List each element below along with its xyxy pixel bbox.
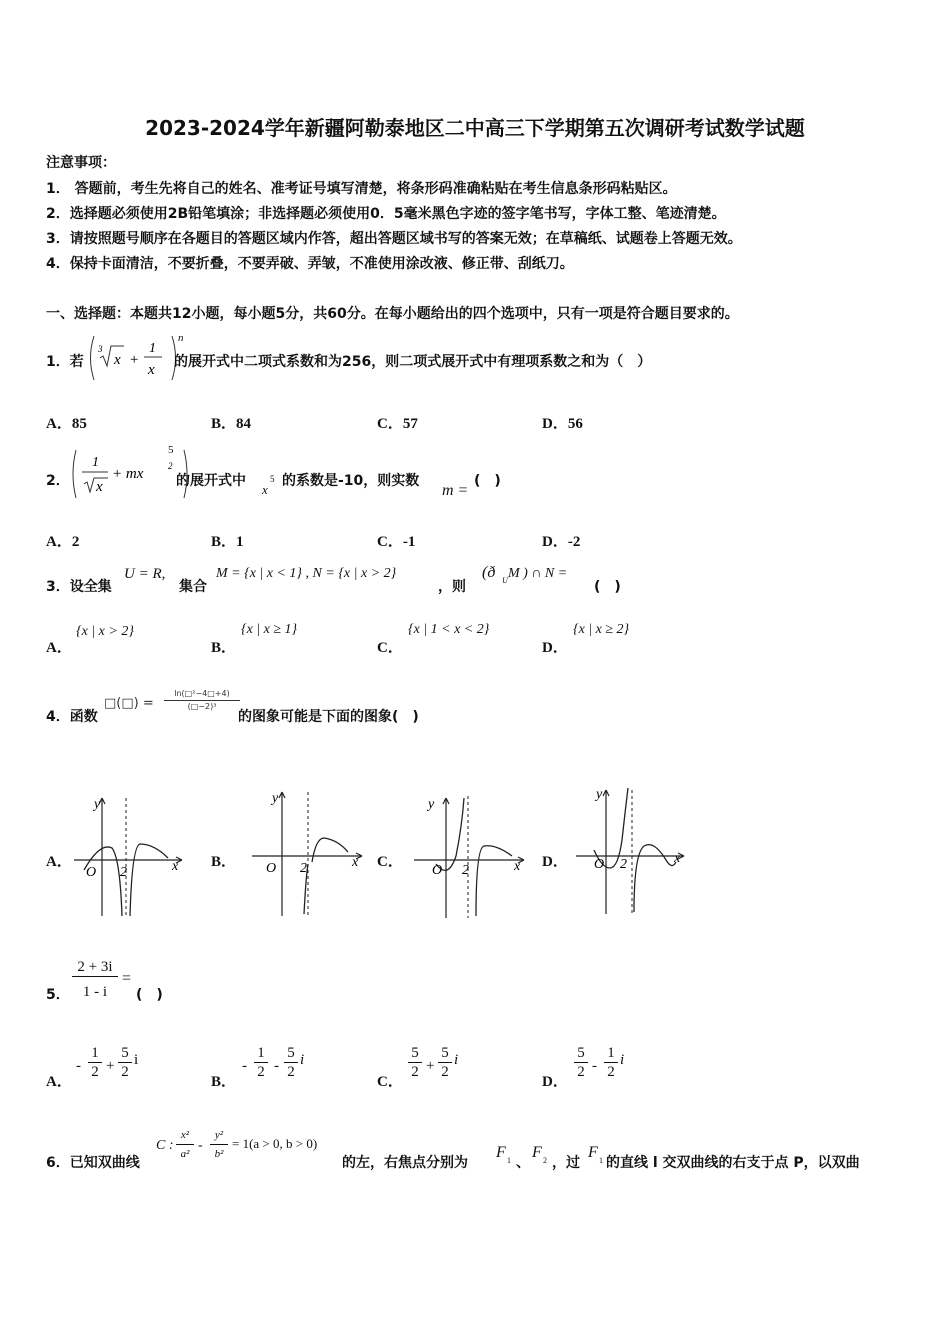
question-text: 的展开式中: [176, 473, 246, 489]
frac-num: ln(□²−4□+4): [164, 688, 240, 701]
x-term: $\frac{\text{x²}}{\text{a²}}$: [176, 1126, 194, 1163]
axis-y-label: y: [94, 797, 101, 812]
notice-item: 1． 答题前，考生先将自己的姓名、准考证号填写清楚，将条形码准确粘贴在考生信息条形码粘贴区。: [46, 181, 677, 197]
graph-option-d[interactable]: [572, 784, 692, 924]
q1-expression: [86, 332, 176, 384]
x-exponent: 5: [270, 474, 275, 484]
option-a-label[interactable]: A．: [46, 1074, 72, 1090]
origin-label: O: [432, 863, 443, 878]
option-d[interactable]: D．-2: [542, 534, 581, 550]
focus-f1-again: F: [588, 1144, 598, 1161]
graph-option-a[interactable]: [70, 786, 190, 926]
option-c-label[interactable]: C．: [377, 1074, 403, 1090]
option-d-label[interactable]: D．: [542, 854, 568, 870]
set-definitions: M = {x | x < 1} , N = {x | x > 2}: [216, 566, 397, 581]
frac-num: 1: [92, 455, 99, 470]
tick-label-2: 2: [120, 865, 127, 880]
frac-den: (□−2)³: [187, 702, 217, 711]
option-b-label[interactable]: B．: [211, 640, 237, 656]
axis-x-label: x: [352, 855, 359, 870]
notice-item: 3．请按照题号顺序在各题目的答题区域内作答，超出答题区域书写的答案无效；在草稿纸、试题卷上答题无效。: [46, 231, 742, 247]
q5-fraction: [72, 958, 118, 1001]
question-number: 6．已知双曲线: [46, 1155, 140, 1171]
option-b[interactable]: B．84: [211, 416, 252, 432]
notice-item: 2．选择题必须使用2B铅笔填涂；非选择题必须使用0．5毫米黑色字迹的签字笔书写，字体工整、笔迹清楚。: [46, 206, 726, 222]
question-number: 1．若: [46, 354, 84, 370]
origin-label: O: [594, 857, 605, 872]
frac-num: 2 + 3i: [72, 958, 118, 977]
tick-label-2: 2: [620, 857, 627, 872]
option-d[interactable]: D．56: [542, 416, 583, 432]
root-index: 3: [98, 344, 103, 354]
notice-heading: 注意事项：: [46, 155, 116, 171]
term-exponent: 2: [168, 461, 173, 471]
complement-sub: U: [502, 576, 508, 585]
option-c[interactable]: C．-1: [377, 534, 416, 550]
option-d-value[interactable]: {x | x ≥ 2}: [573, 622, 630, 637]
question-number: 4．函数: [46, 709, 98, 725]
curve-name: C :: [156, 1138, 174, 1153]
question-paren: ( ): [136, 987, 163, 1003]
question-text: ，过: [552, 1155, 580, 1171]
option-a-label[interactable]: A．: [46, 640, 72, 656]
universal-set: U = R,: [124, 566, 166, 582]
option-a-label[interactable]: A．: [46, 854, 72, 870]
condition: = 1(a > 0, b > 0): [232, 1136, 318, 1151]
graph-option-c[interactable]: [408, 786, 528, 926]
origin-label: O: [86, 865, 97, 880]
question-text: 集合: [179, 579, 207, 595]
equals-sign: =: [122, 970, 132, 987]
question-text: 的左，右焦点分别为: [342, 1155, 468, 1171]
notice-item: 4．保持卡面清洁，不要折叠，不要弄破、弄皱，不准使用涂改液、修正带、刮纸刀。: [46, 256, 574, 272]
axis-x-label: x: [674, 851, 681, 866]
power: 5: [168, 444, 174, 456]
axis-x-label: x: [172, 859, 179, 874]
option-c-label[interactable]: C．: [377, 854, 403, 870]
page-title: 2023-2024学年新疆阿勒泰地区二中高三下学期第五次调研考试数学试题: [145, 116, 805, 140]
x-var: x: [262, 482, 268, 497]
option-d-label[interactable]: D．: [542, 640, 568, 656]
option-d-label[interactable]: D．: [542, 1074, 568, 1090]
tick-label-2: 2: [300, 861, 307, 876]
complement-rest: M ) ∩ N =: [508, 566, 568, 581]
question-number: 3．设全集: [46, 579, 112, 595]
option-c-value[interactable]: {x | 1 < x < 2}: [408, 622, 490, 637]
option-c-label[interactable]: C．: [377, 640, 403, 656]
question-text: 的展开式中二项式系数和为256，则二项式展开式中有理项系数之和为（ ）: [174, 354, 652, 370]
question-number: 5．: [46, 987, 70, 1003]
option-a[interactable]: A．85: [46, 416, 87, 432]
focus-f1-again-sub: 1: [599, 1156, 603, 1165]
focus-f1: F: [496, 1144, 506, 1161]
origin-label: O: [266, 861, 277, 876]
axis-y-label: y: [428, 797, 435, 812]
option-b-label[interactable]: B．: [211, 1074, 237, 1090]
minus-sign: -: [198, 1138, 203, 1153]
m-equals: m =: [442, 482, 469, 499]
frac-den: x: [148, 362, 155, 378]
option-a-value[interactable]: {x | x > 2}: [76, 624, 134, 639]
question-text: 的图象可能是下面的图象( ): [238, 709, 419, 725]
section-heading: 一、选择题：本题共12小题，每小题5分，共60分。在每小题给出的四个选项中，只有一项是符合题目要求的。: [46, 306, 739, 322]
plus-sign: +: [129, 352, 140, 368]
y-term: $\frac{\text{y²}}{\text{b²}}$: [210, 1126, 228, 1163]
exponent-n: n: [178, 332, 184, 344]
focus-f2: F: [532, 1144, 542, 1161]
question-number: 2．: [46, 473, 70, 489]
frac-num: 1: [149, 341, 156, 356]
separator: 、: [516, 1155, 530, 1171]
option-a[interactable]: A．2: [46, 534, 80, 550]
focus-f2-sub: 2: [543, 1156, 547, 1165]
option-b-label[interactable]: B．: [211, 854, 237, 870]
radicand: x: [114, 352, 121, 368]
question-6: [46, 1124, 926, 1174]
frac-den: 1 - i: [82, 984, 108, 1000]
option-b[interactable]: B．1: [211, 534, 244, 550]
axis-x-label: x: [514, 859, 521, 874]
function-lhs: □(□) =: [104, 696, 154, 711]
axis-y-label: y: [272, 791, 279, 806]
axis-y-label: y: [596, 787, 603, 802]
focus-f1-sub: 1: [507, 1156, 511, 1165]
question-text: 的系数是-10，则实数: [282, 473, 420, 489]
question-text: ，则: [438, 579, 466, 595]
term: + mx: [112, 466, 144, 482]
complement-expr: (ð: [482, 564, 496, 581]
option-c[interactable]: C．57: [377, 416, 418, 432]
frac-den: x: [96, 479, 103, 495]
graph-option-b[interactable]: [248, 786, 368, 926]
tick-label-2: 2: [462, 863, 469, 878]
question-paren: ( ): [474, 473, 501, 489]
question-text: 的直线 l 交双曲线的右支于点 P，以双曲: [606, 1155, 860, 1171]
option-b-value[interactable]: {x | x ≥ 1}: [241, 622, 298, 637]
q5-options: A． - $\frac{1}{2}$ + $\frac{5}{2}$ i B． - $\frac{1}{2}$ - $\frac{5}{2}$ i C． $\frac{5}{2}$ + $\frac{5}{2}$ i D． $\frac{5}{2}$ - $\frac{1}{2}$ i: [46, 1045, 625, 1090]
question-paren: ( ): [594, 579, 621, 595]
function-frac: [164, 688, 240, 713]
